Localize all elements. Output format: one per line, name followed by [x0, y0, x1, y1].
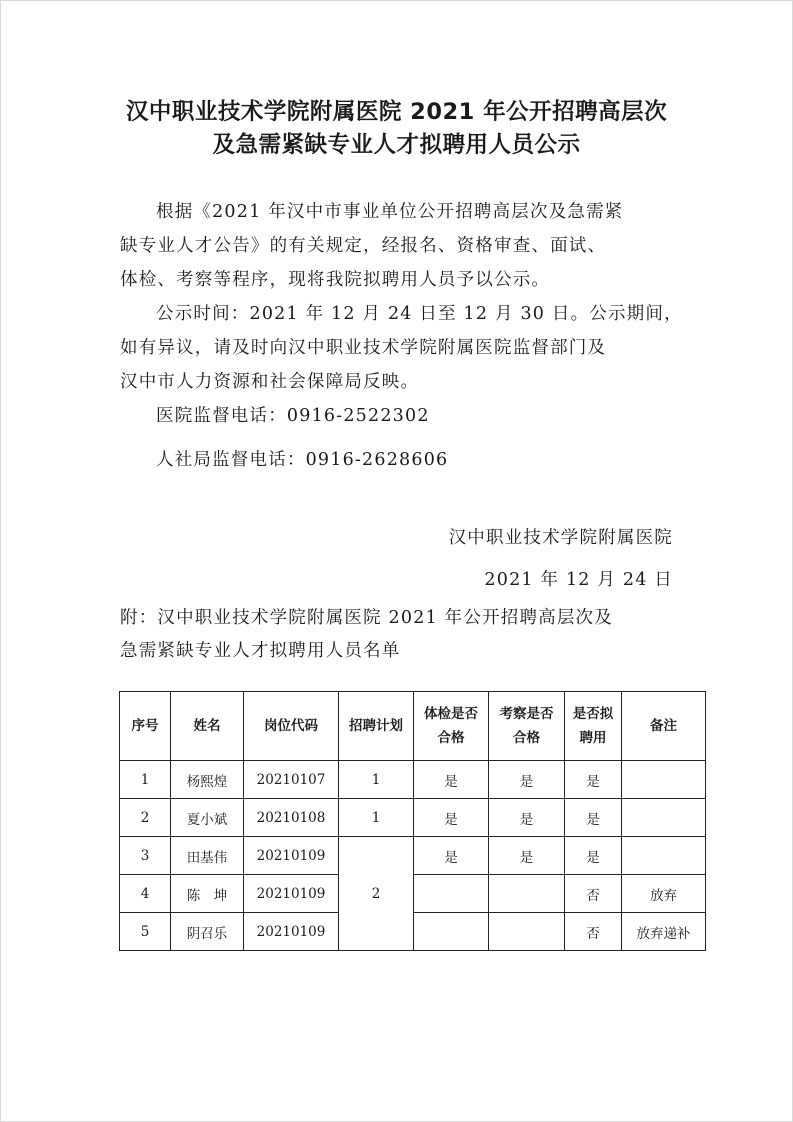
cell-exam: 是 [414, 837, 489, 875]
cell-hire: 是 [565, 761, 622, 799]
header-hire [565, 692, 622, 761]
paragraph-publicity-period [120, 297, 683, 399]
cell-exam [414, 875, 489, 913]
header-remark: 备注 [622, 692, 706, 761]
attachment-note [120, 602, 680, 668]
header-exam-line2: 合格 [437, 730, 465, 746]
attachment-line: 急需紧缺专业人才拟聘用人员名单 [120, 641, 401, 661]
cell-name: 夏小斌 [171, 799, 244, 837]
document-title [80, 96, 713, 162]
cell-no: 1 [120, 761, 171, 799]
cell-plan: 1 [339, 799, 414, 837]
paragraph-line: 缺专业人才公告》的有关规定，经报名、资格审查、面试、 [120, 236, 607, 256]
cell-inspect: 是 [489, 837, 565, 875]
cell-inspect [489, 875, 565, 913]
cell-hire: 是 [565, 837, 622, 875]
title-line-1: 汉中职业技术学院附属医院 2021 年公开招聘高层次 [125, 99, 668, 125]
cell-remark: 放弃 [622, 875, 706, 913]
table-row [120, 837, 706, 875]
cell-remark [622, 837, 706, 875]
paragraph-line: 体检、考察等程序，现将我院拟聘用人员予以公示。 [120, 270, 551, 290]
cell-post-code: 20210109 [244, 913, 339, 951]
cell-remark [622, 799, 706, 837]
cell-inspect: 是 [489, 799, 565, 837]
cell-no: 2 [120, 799, 171, 837]
cell-name: 田基伟 [171, 837, 244, 875]
cell-post-code: 20210109 [244, 875, 339, 913]
header-exam-line1: 体检是否 [424, 706, 478, 722]
cell-no: 5 [120, 913, 171, 951]
hrss-phone: 人社局监督电话：0916-2628606 [156, 450, 449, 470]
header-no: 序号 [120, 692, 171, 761]
cell-inspect [489, 913, 565, 951]
cell-exam: 是 [414, 761, 489, 799]
header-hire-line2: 聘用 [579, 730, 607, 746]
header-post-code: 岗位代码 [244, 692, 339, 761]
table-row [120, 761, 706, 799]
attachment-line: 附：汉中职业技术学院附属医院 2021 年公开招聘高层次及 [120, 608, 613, 628]
cell-plan: 1 [339, 761, 414, 799]
hospital-phone: 医院监督电话：0916-2522302 [156, 406, 430, 426]
cell-inspect: 是 [489, 761, 565, 799]
header-inspect-line2: 合格 [513, 730, 540, 746]
cell-name: 杨熙煌 [171, 761, 244, 799]
cell-post-code: 20210109 [244, 837, 339, 875]
table-row [120, 799, 706, 837]
cell-hire: 否 [565, 875, 622, 913]
cell-remark [622, 761, 706, 799]
cell-remark: 放弃递补 [622, 913, 706, 951]
hiring-table [119, 691, 706, 951]
cell-exam: 是 [414, 799, 489, 837]
cell-no: 4 [120, 875, 171, 913]
header-exam [414, 692, 489, 761]
cell-hire: 是 [565, 799, 622, 837]
title-line-2: 及急需紧缺专业人才拟聘用人员公示 [212, 132, 581, 158]
header-hire-line1: 是否拟 [572, 706, 614, 722]
header-inspect [489, 692, 565, 761]
header-inspect-line1: 考察是否 [499, 706, 554, 722]
signature-date: 2021 年 12 月 24 日 [484, 570, 673, 590]
cell-name: 陈 坤 [171, 875, 244, 913]
paragraph-line: 公示时间：2021 年 12 月 24 日至 12 月 30 日。公示期间， [156, 304, 683, 324]
paragraph-intro [120, 195, 680, 297]
cell-plan-merged: 2 [339, 837, 414, 951]
cell-post-code: 20210107 [244, 761, 339, 799]
signature-org: 汉中职业技术学院附属医院 [448, 528, 673, 548]
paragraph-line: 如有异议，请及时向汉中职业技术学院附属医院监督部门及 [120, 338, 607, 358]
cell-post-code: 20210108 [244, 799, 339, 837]
cell-exam [414, 913, 489, 951]
table-header-row [120, 692, 706, 761]
cell-hire: 否 [565, 913, 622, 951]
header-plan: 招聘计划 [339, 692, 414, 761]
cell-name: 阴召乐 [171, 913, 244, 951]
header-name: 姓名 [171, 692, 244, 761]
paragraph-line: 汉中市人力资源和社会保障局反映。 [120, 372, 420, 392]
cell-no: 3 [120, 837, 171, 875]
paragraph-line: 根据《2021 年汉中市事业单位公开招聘高层次及急需紧 [156, 202, 624, 222]
